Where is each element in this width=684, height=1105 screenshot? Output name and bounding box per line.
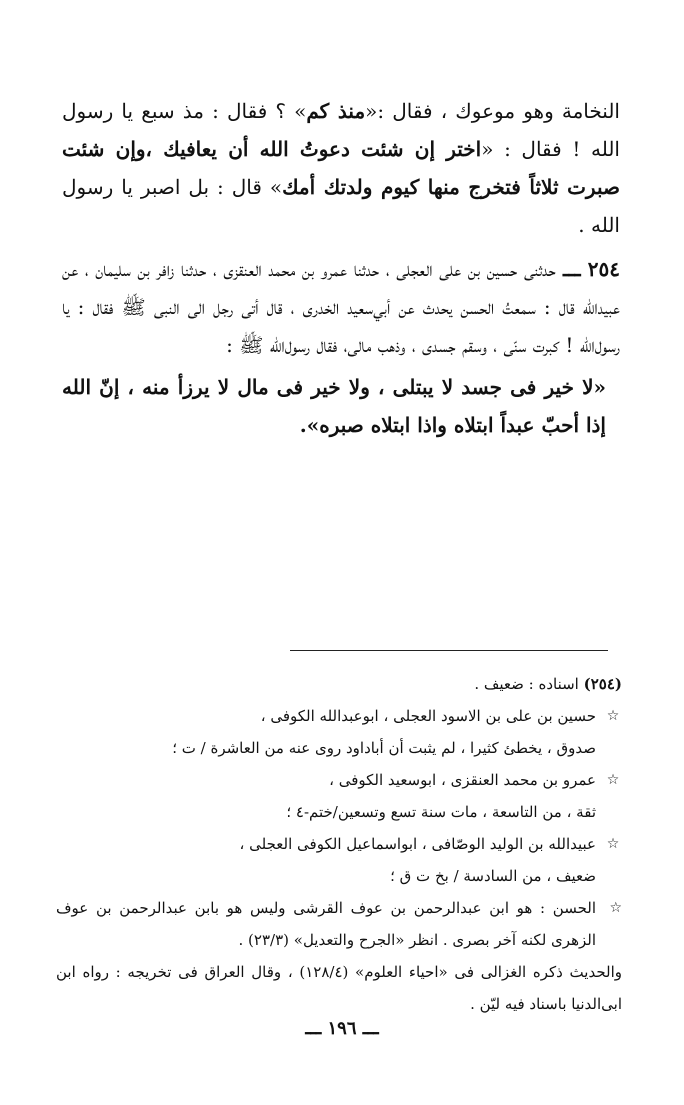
text-segment: » قال : بل اصبر يا رسول الله .: [62, 175, 620, 237]
page-number: ـــ ١٩٦ ـــ: [305, 1018, 379, 1039]
narrator-name: حسين بن على بن الاسود العجلى ، ابوعبدالله الكوفى ،: [260, 707, 596, 725]
bold-segment: اختر إن شئت دعوتُ الله أن يعافيك ،وإن شئت صبرت ثلاثاً فتخرج منها كيوم ولدتك أمك: [62, 137, 620, 199]
footnote-number: (٢٥٤): [583, 675, 622, 693]
hadith-number: ٢٥٤: [587, 257, 620, 281]
bold-segment: منذ كم: [306, 99, 366, 123]
footnote-heading: [56, 668, 622, 700]
narrator-entry: [56, 828, 622, 860]
narrator-name: عمرو بن محمد العنقزى ، ابوسعيد الكوفى ،: [329, 771, 596, 789]
star-icon: ☆: [606, 836, 620, 852]
text-segment: النخامة وهو موعوك ، فقال :«: [365, 99, 620, 123]
paragraph-continuation: [62, 92, 620, 244]
main-text: [62, 92, 620, 444]
narrator-name: عبيدالله بن الوليد الوصّافى ، ابواسماعيل الكوفى العجلى ،: [239, 835, 596, 853]
narrator-grade: ضعيف ، من السادسة / بخ ت ق ؛: [390, 867, 596, 885]
narrator-entry: [56, 764, 622, 796]
footnote-heading-text: اسناده : ضعيف .: [474, 675, 584, 693]
hadith-chain-text: حدثنى حسين بن على العجلى ، حدثنا عمرو بن محمد العنقزى ، حدثنا زافر بن سليمان ، عن عبيدالله قال : سمعتُ الحسن يحدث عن أبي‌سعيد الخدرى ، قال أتى رجل الى النبى ﷺ فقال : يا رسول‌الله ! كبرت سنّى ، وسقم جسدى ، وذهب مالى، فقال رسول‌الله ﷺ :: [62, 257, 620, 357]
footnote-closing: والحديث ذكره الغزالى فى «احياء العلوم» (١٢٨/٤) ، وقال العراق فى تخريجه : رواه ابن ابى‌الدنيا باسناد فيه ليّن .: [56, 963, 622, 1013]
hadith-dash: ـــ: [555, 257, 588, 281]
footnotes: [56, 668, 622, 1020]
footnote-divider: [290, 650, 608, 651]
hadith-paragraph: [62, 250, 620, 364]
narrator-grade: ثقة ، من التاسعة ، مات سنة تسع وتسعين/ختم-٤ ؛: [286, 803, 596, 821]
narrator-entry: [56, 892, 622, 956]
narrator-name: الحسن : هو ابن عبدالرحمن بن عوف القرشى وليس هو بابن عبدالرحمن بن عوف الزهرى لكنه آخر بصرى . انظر «الجرح والتعديل» (٢٣/٣) .: [56, 899, 596, 949]
narrator-entry: [56, 700, 622, 732]
text-segment: » ؟ فقال : مذ سبع يا رسول الله ! فقال : «: [62, 99, 620, 161]
star-icon: ☆: [606, 772, 620, 788]
star-icon: ☆: [606, 708, 620, 724]
star-icon: ☆: [609, 900, 622, 916]
narrator-grade: صدوق ، يخطئ كثيرا ، لم يثبت أن أباداود روى عنه من العاشرة / ت ؛: [172, 739, 596, 757]
hadith-quote: «لا خير فى جسد لا يبتلى ، ولا خير فى مال لا يرزأ منه ، إنّ الله إذا أحبّ عبداً ابتلاه واذا ابتلاه صبره».: [62, 375, 606, 437]
